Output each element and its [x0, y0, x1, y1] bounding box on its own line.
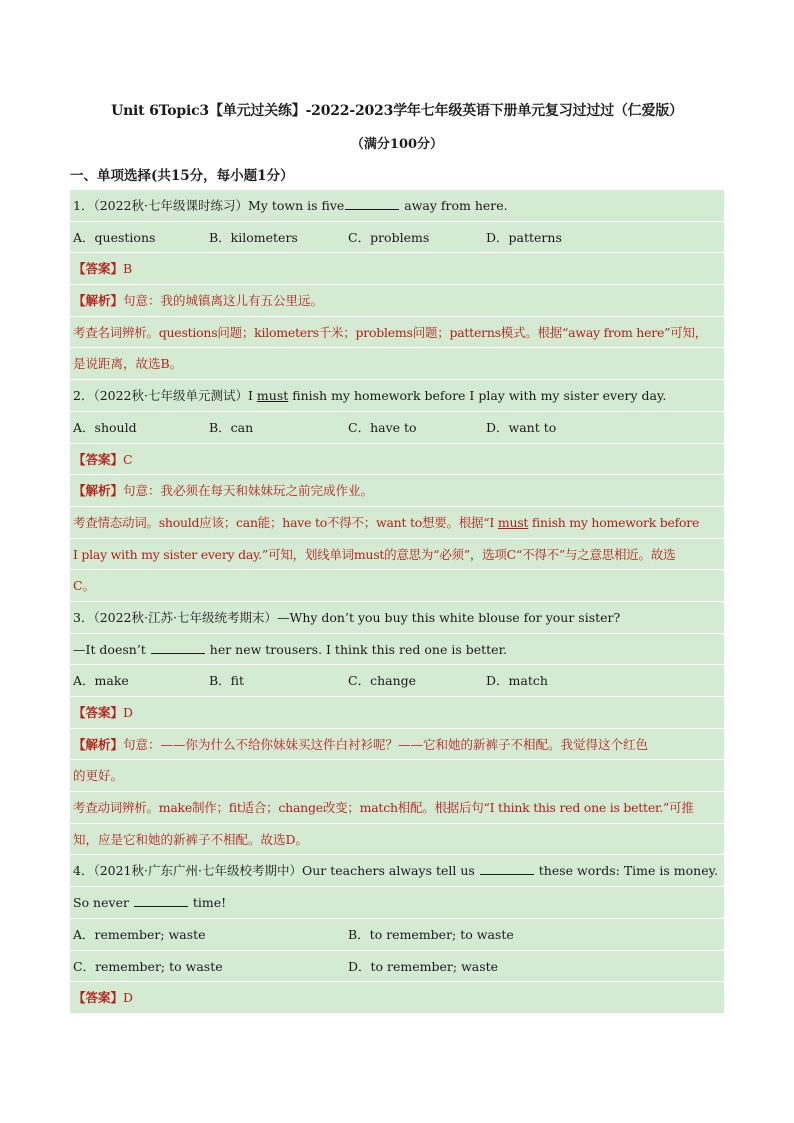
- option-b: B．fit: [209, 673, 245, 689]
- document-title: Unit 6Topic3【单元过关练】-2022-2023学年七年级英语下册单元复习过过过（仁爱版）: [111, 103, 683, 119]
- question-3-answer: 【答案】D: [70, 697, 724, 729]
- option-c: C．have to: [348, 419, 417, 435]
- question-3-stem-line-2: —It doesn’t her new trousers. I think this red one is better.: [70, 634, 724, 666]
- question-2-options: [70, 412, 724, 444]
- option-b: B．kilometers: [209, 229, 298, 245]
- option-c: C．remember; to waste: [73, 958, 223, 974]
- question-4-stem: 4．（2021秋·广东广州·七年级校考期中）Our teachers always tell us these words: Time is money.: [70, 855, 724, 887]
- question-3-options: [70, 665, 724, 697]
- option-a: A．make: [73, 673, 129, 689]
- question-3-analysis-line-2: 的更好。: [70, 760, 724, 792]
- question-2-answer: 【答案】C: [70, 444, 724, 476]
- option-b: B．can: [209, 419, 254, 435]
- answer-blank: [151, 641, 205, 654]
- question-2-analysis-line-2: 考查情态动词。should应该；can能；have to不得不；want to想要。根据“I must finish my homework before: [70, 507, 724, 539]
- score-note: （满分100分）: [350, 137, 444, 152]
- question-2-analysis-line-4: C。: [70, 570, 724, 602]
- question-1-answer: 【答案】B: [70, 253, 724, 285]
- question-3-stem: 3．（2022秋·江苏·七年级统考期末）—Why don’t you buy this white blouse for your sister?: [70, 602, 724, 634]
- question-1-options: [70, 222, 724, 254]
- option-c: C．problems: [348, 229, 430, 245]
- question-3-analysis-line-4: 知，应是它和她的新裤子不相配。故选D。: [70, 824, 724, 856]
- answer-blank: [134, 894, 188, 907]
- question-2-analysis-line-3: I play with my sister every day.”可知，划线单词must的意思为“必须”，选项C“不得不”与之意思相近。故选: [70, 539, 724, 571]
- question-1-analysis-line-1: 【解析】句意：我的城镇离这儿有五公里远。: [70, 285, 724, 317]
- answer-blank: [480, 862, 534, 875]
- question-3-analysis-line-1: 【解析】句意：——你为什么不给你妹妹买这件白衬衫呢？——它和她的新裤子不相配。我觉得这个红色: [70, 729, 724, 761]
- option-b: B．to remember; to waste: [348, 926, 514, 942]
- question-1-analysis-line-3: 是说距离，故选B。: [70, 348, 724, 380]
- question-3-analysis-line-3: 考查动词辨析。make制作；fit适合；change改变；match相配。根据后句“I think this red one is better.”可推: [70, 792, 724, 824]
- question-2-stem: 2．（2022秋·七年级单元测试）I must finish my homework before I play with my sister every day.: [70, 380, 724, 412]
- option-c: C．change: [348, 673, 417, 689]
- question-4-options-line-1: [70, 919, 724, 951]
- option-d: D．to remember; waste: [348, 958, 499, 974]
- option-a: A．should: [73, 419, 137, 435]
- option-a: A．questions: [73, 229, 156, 245]
- option-d: D．patterns: [486, 229, 562, 245]
- option-a: A．remember; waste: [73, 926, 206, 942]
- question-4-options-line-2: [70, 951, 724, 983]
- option-d: D．want to: [486, 419, 557, 435]
- option-d: D．match: [486, 673, 548, 689]
- question-1-analysis-line-2: 考查名词辨析。questions问题；kilometers千米；problems问题；patterns模式。根据“away from here”可知，: [70, 317, 724, 349]
- question-2-analysis-line-1: 【解析】句意：我必须在每天和妹妹玩之前完成作业。: [70, 475, 724, 507]
- question-4-stem-line-2: So never time!: [70, 887, 724, 919]
- question-1-stem: 1．（2022秋·七年级课时练习）My town is five away from here.: [70, 190, 724, 222]
- answer-blank: [345, 197, 399, 210]
- question-4-answer: 【答案】D: [70, 982, 724, 1014]
- section-title: 一、单项选择(共15分，每小题1分）: [70, 168, 294, 184]
- question-block: [70, 190, 724, 1014]
